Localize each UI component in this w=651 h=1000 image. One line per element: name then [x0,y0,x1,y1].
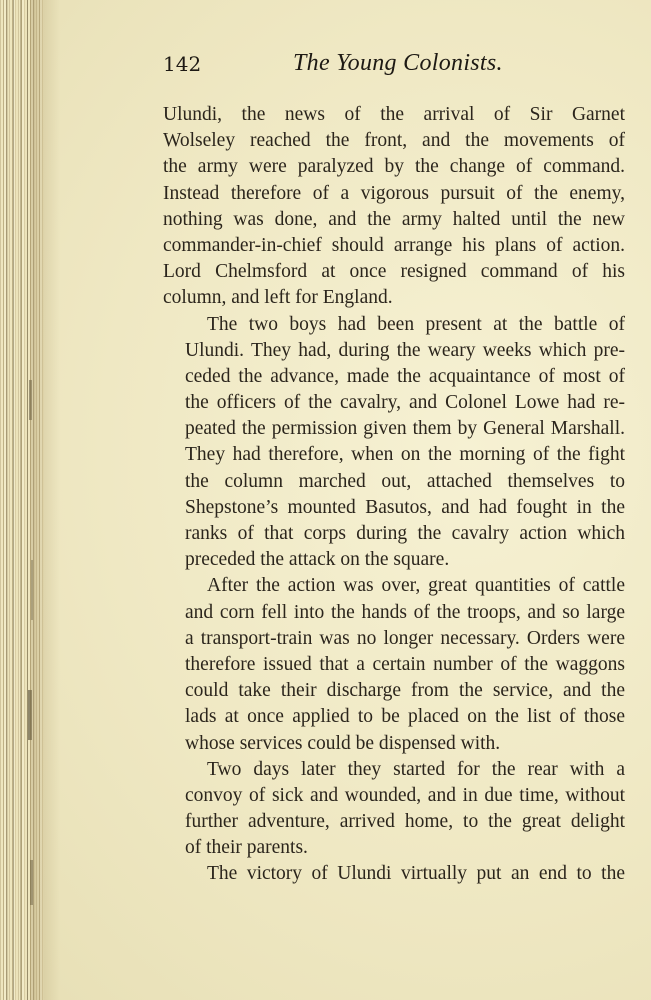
text-line: After the action was over, great quantities of cattle [207,575,625,597]
text-line: the officers of the cavalry, and Colonel Lowe had re- [185,392,625,414]
text-line: The victory of Ulundi virtually put an end to the [207,863,625,885]
paragraph-4 [163,757,625,862]
binding-shadow [30,0,60,1000]
paragraph-3 [163,573,625,756]
paragraph-2 [163,312,625,574]
text-line: the column marched out, attached themselves to [185,470,625,492]
running-header [163,50,625,80]
text-line: therefore issued that a certain number of the waggons [185,653,625,675]
text-line: ranks of that corps during the cavalry action which [185,523,625,544]
text-line: Shepstone’s mounted Basutos, and had fought in the [185,496,625,518]
text-line: of their parents. [185,837,308,859]
text-line: column, and left for England. [163,287,393,309]
text-line: the army were paralyzed by the change of command. [163,156,625,178]
text-line: convoy of sick and wounded, and in due time, without [185,784,625,806]
text-line: peated the permission given them by General Marshall. [185,418,625,440]
text-line: Wolseley reached the front, and the movements of [163,130,625,152]
text-line: preceded the attack on the square. [185,549,450,571]
text-line: ceded the advance, made the acquaintance of most of [185,365,625,387]
text-line: They had therefore, when on the morning of the fight [185,444,625,466]
running-title: The Young Colonists. [293,50,503,76]
text-line: Ulundi. They had, during the weary weeks which pre- [185,339,625,361]
text-line: a transport-train was no longer necessary. Orders were [185,627,625,649]
text-line: further adventure, arrived home, to the great delight [185,811,625,833]
text-line: whose services could be dispensed with. [185,732,501,754]
text-line: Two days later they started for the rear with a [207,758,625,780]
text-line: Instead therefore of a vigorous pursuit of the enemy, [163,182,625,204]
body-text [163,102,625,888]
text-line: nothing was done, and the army halted until the new [163,208,625,230]
text-line: Ulundi, the news of the arrival of Sir Garnet [163,104,625,125]
text-line: could take their discharge from the service, and the [185,680,625,702]
text-line: The two boys had been present at the battle of [207,313,625,335]
text-line: Lord Chelmsford at once resigned command of his [163,261,625,283]
paragraph-5 [163,861,625,887]
paragraph-1 [163,102,625,312]
text-line: commander-in-chief should arrange his plans of action. [163,234,625,256]
text-line: and corn fell into the hands of the troops, and so large [185,601,625,623]
text-line: lads at once applied to be placed on the list of those [185,706,625,728]
page-number: 142 [163,52,202,76]
